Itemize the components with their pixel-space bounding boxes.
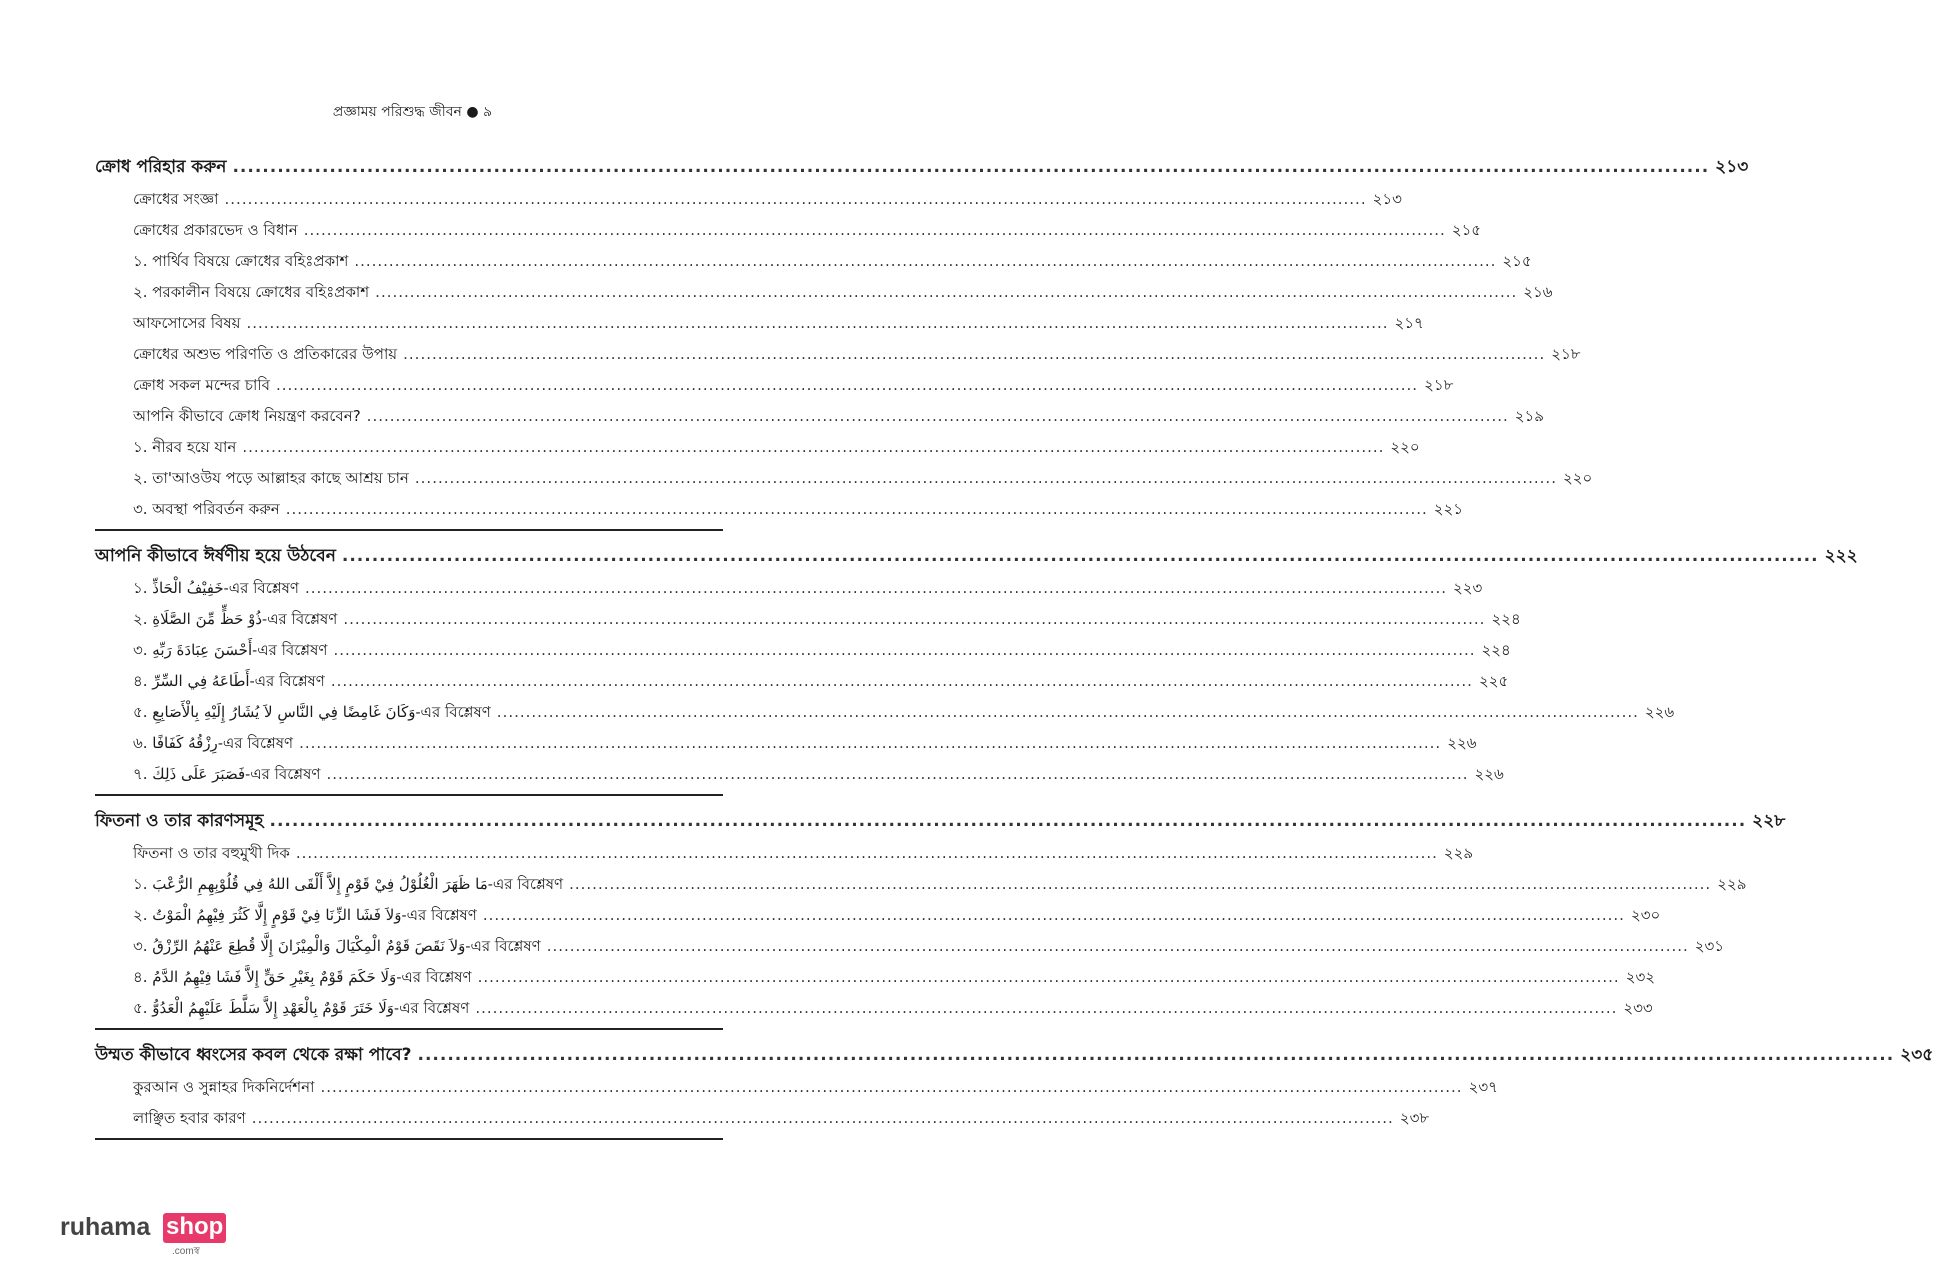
page-number: ২২৫: [1478, 672, 1509, 690]
entry-title: ৩. অবস্থা পরিবর্তন করুন: [133, 500, 280, 518]
dot-leader: [367, 401, 1509, 432]
page-number: ২৩০: [1630, 906, 1661, 924]
section-heading[interactable]: [95, 804, 1786, 838]
dot-leader: [305, 573, 1447, 604]
page-number: ২১৮: [1551, 345, 1581, 363]
toc-entry[interactable]: [95, 432, 1420, 463]
section-title: উম্মত কীভাবে ধ্বংসের কবল থেকে রক্ষা পাবে?: [95, 1045, 412, 1065]
dot-leader: [252, 1103, 1394, 1134]
entry-title: কুরআন ও সুন্নাহর দিকনির্দেশনা: [133, 1078, 315, 1096]
toc-section: [95, 804, 1786, 1030]
page-number: ২১৫: [1502, 252, 1532, 270]
page-number: ২২৪: [1481, 641, 1511, 659]
entry-title: ২. তা'আওউয পড়ে আল্লাহর কাছে আশ্রয় চান: [133, 469, 409, 487]
page-number: ২১৯: [1514, 407, 1544, 425]
entry-title: ৫. وَكَانَ غَامِضًا فِي النَّاسِ لاَ يُشَارُ إِلَيْهِ بِالْأَصَابِعِ-এর বিশ্লেষণ: [133, 703, 491, 721]
toc-entry[interactable]: [95, 246, 1532, 277]
entry-title: ৪. وَلَا حَكَمَ قَوْمٌ بِغَيْرِ حَقٍّ إِلاَّ فَشَا فِيْهِمُ الدَّمُ-এর বিশ্লেষণ: [133, 968, 472, 986]
dot-leader: [276, 370, 1418, 401]
dot-leader: [286, 494, 1428, 525]
toc-entry[interactable]: [95, 370, 1454, 401]
page-number: ২৩৫: [1900, 1045, 1933, 1065]
page-number: ২১৫: [1451, 221, 1482, 239]
section-heading[interactable]: [95, 539, 1858, 573]
dot-leader: [321, 1072, 1463, 1103]
toc-entry[interactable]: [95, 666, 1509, 697]
dot-leader: [225, 184, 1367, 215]
toc-entry[interactable]: [95, 1103, 1430, 1134]
dot-leader: [547, 931, 1689, 962]
dot-leader: [415, 463, 1557, 494]
entry-title: ১. পার্থিব বিষয়ে ক্রোধের বহিঃপ্রকাশ: [133, 252, 349, 270]
entry-title: ফিতনা ও তার বহুমুখী দিক: [133, 844, 290, 862]
dot-leader: [497, 697, 1639, 728]
toc-entry[interactable]: [95, 728, 1477, 759]
toc-entry[interactable]: [95, 573, 1483, 604]
toc-entry[interactable]: [95, 308, 1424, 339]
toc-entry[interactable]: [95, 931, 1725, 962]
toc-entry[interactable]: [95, 869, 1747, 900]
dot-leader: [403, 339, 1545, 370]
page-number: ২২০: [1562, 469, 1593, 487]
entry-title: লাঞ্ছিত হবার কারণ: [133, 1109, 246, 1127]
dot-leader: [475, 993, 1617, 1024]
toc-section: [95, 1038, 1933, 1140]
dot-leader: [375, 277, 1517, 308]
section-heading[interactable]: [95, 150, 1749, 184]
section-title: ফিতনা ও তার কারণসমূহ: [95, 811, 264, 831]
toc-entry[interactable]: [95, 697, 1675, 728]
toc-entry[interactable]: [95, 1072, 1498, 1103]
entry-title: ২. ذُوْ حَظٍّ مِّنَ الصَّلَاةِ-এর বিশ্লেষণ: [133, 610, 338, 628]
page-number: ২২৬: [1474, 765, 1504, 783]
page-number: ২২৩: [1453, 579, 1483, 597]
logo-text-domain: .comস্ব: [172, 1246, 200, 1257]
page-number: ২১৬: [1523, 283, 1553, 301]
dot-leader: [299, 728, 1441, 759]
page-number: ২১৮: [1424, 376, 1454, 394]
toc-section: [95, 150, 1749, 531]
page-number: ২২৮: [1752, 811, 1786, 831]
page-number: ২৩১: [1694, 937, 1725, 955]
entry-title: ৩. أَحْسَنَ عِبَادَةَ رَبِّهِ-এর বিশ্লেষণ: [133, 641, 328, 659]
toc-entry[interactable]: [95, 635, 1511, 666]
page-number: ২২৯: [1443, 844, 1474, 862]
dot-leader: [418, 1038, 1895, 1072]
section-title: ক্রোধ পরিহার করুন: [95, 157, 227, 177]
toc-entry[interactable]: [95, 463, 1593, 494]
entry-title: ক্রোধের অশুভ পরিণতি ও প্রতিকারের উপায়: [133, 345, 398, 363]
dot-leader: [343, 604, 1485, 635]
dot-leader: [304, 215, 1446, 246]
running-header: প্রজ্ঞাময় পরিশুদ্ধ জীবন ● ৯: [332, 104, 493, 120]
dot-leader: [326, 759, 1468, 790]
dot-leader: [569, 869, 1711, 900]
entry-title: ক্রোধের প্রকারভেদ ও বিধান: [133, 221, 298, 239]
toc-entry[interactable]: [95, 604, 1521, 635]
page-number: ২২৬: [1644, 703, 1675, 721]
page-number: ২৩৭: [1468, 1078, 1498, 1096]
toc-entry[interactable]: [95, 900, 1661, 931]
page-number: ২৩৩: [1623, 999, 1653, 1017]
toc-entry[interactable]: [95, 838, 1474, 869]
entry-title: আফসোসের বিষয়: [133, 314, 241, 332]
page-number: ২১৩: [1372, 190, 1402, 208]
toc-entry[interactable]: [95, 759, 1504, 790]
dot-leader: [246, 308, 1388, 339]
ruhamashop-logo: [60, 1213, 230, 1257]
entry-title: ৩. وَلاَ نَقَصَ قَوْمٌ الْمِكْيَالَ وَالْمِيْزَانَ إِلَّا قُطِعَ عَنْهُمُ الرِّزْقُ-এর বিশ্লেষণ: [133, 937, 541, 955]
logo-text-shop: shop: [166, 1213, 224, 1240]
toc-entry[interactable]: [95, 401, 1544, 432]
entry-title: ক্রোধ সকল মন্দের চাবি: [133, 376, 270, 394]
toc-entry[interactable]: [95, 215, 1482, 246]
toc-entry[interactable]: [95, 277, 1553, 308]
logo-text-ruhama: ruhama: [60, 1213, 151, 1241]
toc-entry[interactable]: [95, 494, 1464, 525]
entry-title: ৬. رِزْقُهُ كَفَافًا-এর বিশ্লেষণ: [133, 734, 294, 752]
dot-leader: [331, 666, 1473, 697]
toc-entry[interactable]: [95, 184, 1402, 215]
toc-entry[interactable]: [95, 993, 1653, 1024]
toc-entry[interactable]: [95, 962, 1655, 993]
dot-leader: [354, 246, 1496, 277]
page-number: ২২১: [1433, 500, 1464, 518]
entry-title: ৪. أَطَاعَهُ فِي السِّرِّ-এর বিশ্লেষণ: [133, 672, 325, 690]
entry-title: আপনি কীভাবে ক্রোধ নিয়ন্ত্রণ করবেন?: [133, 407, 361, 425]
dot-leader: [483, 900, 1625, 931]
dot-leader: [232, 150, 1709, 184]
toc-entry[interactable]: [95, 339, 1581, 370]
entry-title: ২. পরকালীন বিষয়ে ক্রোধের বহিঃপ্রকাশ: [133, 283, 370, 301]
page-number: ২৩২: [1625, 968, 1655, 986]
entry-title: ৫. وَلَا خَتَرَ قَوْمٌ بِالْعَهْدِ إِلاَّ سَلَّطَ عَلَيْهِمُ الْعَدُوُّ-এর বিশ্লেষণ: [133, 999, 470, 1017]
dot-leader: [342, 539, 1819, 573]
toc-section: [95, 539, 1858, 796]
page-number: ২২৯: [1717, 875, 1747, 893]
entry-title: ১. নীরব হয়ে যান: [133, 438, 237, 456]
entry-title: ক্রোধের সংজ্ঞা: [133, 190, 219, 208]
page-number: ২৩৮: [1399, 1109, 1430, 1127]
dot-leader: [333, 635, 1475, 666]
dot-leader: [269, 804, 1746, 838]
dot-leader: [478, 962, 1620, 993]
entry-title: ১. خَفِيْفُ الْحَاذِّ-এর বিশ্লেষণ: [133, 579, 299, 597]
page-number: ২১৭: [1394, 314, 1424, 332]
section-title: আপনি কীভাবে ঈর্ষণীয় হয়ে উঠবেন: [95, 546, 336, 566]
page-number: ২২২: [1824, 546, 1858, 566]
dot-leader: [296, 838, 1438, 869]
entry-title: ২. وَلاَ فَشَا الزِّنَا فِيْ قَوْمٍ إِلَّا كَثُرَ فِيْهِمُ الْمَوْتُ-এর বিশ্লেষণ: [133, 906, 477, 924]
entry-title: ৭. فَصَبَرَ عَلَى ذَلِكَ-এর বিশ্লেষণ: [133, 765, 321, 783]
page-number: ২২০: [1390, 438, 1420, 456]
dot-leader: [242, 432, 1384, 463]
table-of-contents: [95, 150, 1933, 1148]
section-heading[interactable]: [95, 1038, 1933, 1072]
page-number: ২১৩: [1715, 157, 1749, 177]
page-number: ২২৬: [1447, 734, 1477, 752]
entry-title: ১. مَا ظَهَرَ الْغُلُوْلُ فِيْ قَوْمٍ إِلاَّ أَلْقَى اللهُ فِي قُلُوْبِهِمِ الرُّعْبَ-এর বিশ্লেষণ: [133, 875, 564, 893]
page-number: ২২৪: [1491, 610, 1521, 628]
